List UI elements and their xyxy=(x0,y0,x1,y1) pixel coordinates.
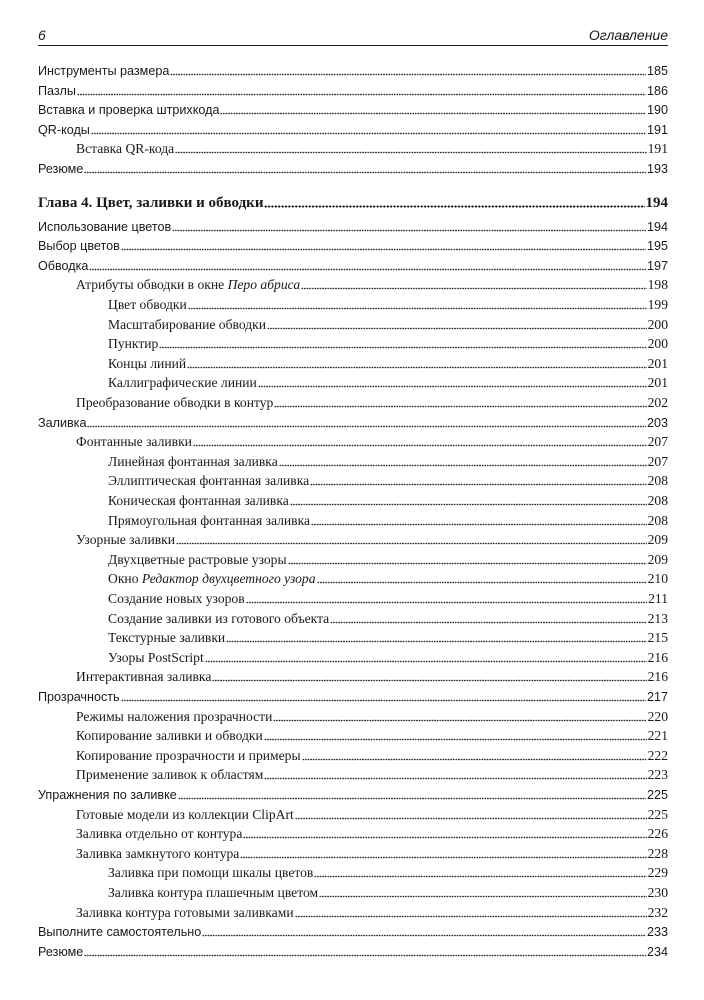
toc-entry-title xyxy=(108,590,245,608)
dot-leader xyxy=(317,580,647,585)
toc-page-number: 195 xyxy=(646,239,668,254)
toc-page-number: 191 xyxy=(647,141,668,157)
toc-page-number: 203 xyxy=(646,415,668,430)
toc-page-number: 213 xyxy=(647,610,668,626)
toc-entry-title xyxy=(108,884,318,902)
dot-leader xyxy=(314,874,646,879)
dot-leader xyxy=(84,953,646,958)
dot-leader xyxy=(170,72,646,77)
toc-entry-title xyxy=(76,727,263,745)
toc-entry xyxy=(38,923,668,943)
dot-leader xyxy=(274,404,646,409)
toc-page-number: 233 xyxy=(646,925,668,940)
toc-entry-title-text: Резюме xyxy=(38,162,84,176)
dot-leader xyxy=(84,170,646,175)
toc-entry-title xyxy=(108,864,313,882)
toc-entry-title-text: Готовые модели из коллекции ClipArt xyxy=(76,806,294,822)
toc-entry-title-text: QR-коды xyxy=(38,122,90,137)
dot-leader xyxy=(176,541,647,546)
toc-entry-title xyxy=(108,296,187,314)
toc-entry-title-text: Двухцветные растровые узоры xyxy=(108,551,287,567)
toc-entry-title xyxy=(108,472,309,490)
toc-entry-title-text: Инструменты размера xyxy=(38,64,170,78)
toc-page-number: 201 xyxy=(647,355,668,371)
toc-entry-title-text: Применение заливок к областям xyxy=(76,767,264,783)
toc-page-number: 208 xyxy=(647,473,668,489)
toc-entry-title xyxy=(108,629,225,647)
toc-page-number: 207 xyxy=(647,434,668,450)
toc-entry-title-text: Прозрачность xyxy=(38,690,120,704)
toc-entry xyxy=(108,590,668,610)
toc-entry xyxy=(76,825,668,845)
toc-entry-title-text: Выполните самостоятельно xyxy=(38,925,202,940)
toc-chapter-entry xyxy=(38,194,668,214)
toc-entry xyxy=(108,316,668,336)
dot-leader xyxy=(202,933,646,938)
toc-entry xyxy=(76,276,668,296)
dot-leader xyxy=(319,894,647,899)
toc-entry-title-text: Заливка контура готовыми заливками xyxy=(76,904,294,920)
dot-leader xyxy=(301,286,646,291)
toc-entry-title-text: Узоры PostScript xyxy=(108,649,204,665)
dot-leader xyxy=(279,463,647,468)
toc-entry-title xyxy=(38,943,83,961)
toc-entry-title-text: Упражнения по заливке xyxy=(38,788,177,802)
toc-entry xyxy=(76,806,668,826)
toc-page-number: 225 xyxy=(646,788,668,802)
toc-page-number: 215 xyxy=(647,630,668,646)
toc-entry-title xyxy=(38,786,177,804)
toc-entry-title-text: Прямоугольная фонтанная заливка xyxy=(108,512,311,528)
dot-leader xyxy=(159,345,646,350)
toc-entry xyxy=(38,943,668,963)
dot-leader xyxy=(267,326,647,331)
toc-entry-title xyxy=(38,237,120,255)
toc-entry-title-text: Заливка замкнутого контура xyxy=(76,845,240,861)
toc-entry-title xyxy=(108,453,278,471)
toc-page-number: 211 xyxy=(648,591,668,606)
toc-page-number: 216 xyxy=(647,649,668,665)
toc-entry xyxy=(108,335,668,355)
toc-entry-title xyxy=(38,194,263,212)
dot-leader xyxy=(288,561,647,566)
toc-entry-title-text: Интерактивная заливка xyxy=(76,669,212,685)
toc-entry-title xyxy=(38,218,171,236)
dot-leader xyxy=(330,620,646,625)
toc-entry xyxy=(38,121,668,141)
toc-entry-title-text: Преобразование обводки в контур xyxy=(76,395,274,410)
toc-page-number: 197 xyxy=(646,258,668,273)
running-header xyxy=(38,21,668,46)
dot-leader xyxy=(240,855,646,860)
toc-entry xyxy=(76,747,668,767)
toc-entry-title-text: Заливка xyxy=(38,415,87,430)
dot-leader xyxy=(264,737,647,742)
toc-entry xyxy=(38,218,668,238)
toc-entry-title xyxy=(76,904,294,922)
toc-entry-title xyxy=(38,414,86,432)
toc-entry-title-text: Создание новых узоров xyxy=(108,591,245,606)
toc-entry-title-text: Режимы наложения прозрачности xyxy=(76,708,273,724)
toc-page-number: 194 xyxy=(646,219,668,234)
dot-leader xyxy=(172,228,646,233)
page-number: 6 xyxy=(38,27,46,43)
toc-entry-title-text: Фонтанные заливки xyxy=(76,434,192,450)
toc-entry-title xyxy=(76,708,272,726)
toc-page-number: 232 xyxy=(647,904,668,920)
toc-entry-title-italic: Перо абриса xyxy=(227,277,301,293)
toc-entry-title-text: Линейная фонтанная заливка xyxy=(108,453,278,469)
toc-entry-title xyxy=(108,649,204,667)
toc-page-number: 202 xyxy=(647,395,668,410)
toc-entry-title-text: Выбор цветов xyxy=(38,239,120,254)
toc-entry-title xyxy=(76,531,175,549)
dot-leader xyxy=(89,267,646,272)
toc-page-number: 186 xyxy=(646,83,668,98)
dot-leader xyxy=(295,914,647,919)
toc-page-number: 222 xyxy=(647,747,668,763)
toc-entry-title-text: Масштабирование обводки xyxy=(108,316,267,332)
dot-leader xyxy=(178,796,646,801)
toc-entry-title xyxy=(76,845,239,863)
dot-leader xyxy=(121,698,646,703)
dot-leader xyxy=(295,816,647,821)
toc-entry xyxy=(76,904,668,924)
toc-entry xyxy=(108,864,668,884)
toc-entry-title xyxy=(108,374,257,392)
toc-entry-title xyxy=(76,806,294,824)
toc-page-number: 198 xyxy=(647,277,668,293)
toc-page-number: 217 xyxy=(646,690,668,704)
toc-entry-title xyxy=(108,355,186,373)
toc-page-number: 194 xyxy=(645,194,668,211)
toc-entry xyxy=(108,512,668,532)
toc-entry xyxy=(76,727,668,747)
toc-entry xyxy=(38,82,668,102)
toc-page-number: 225 xyxy=(647,806,668,822)
toc-entry-title-text: Текстурные заливки xyxy=(108,630,226,646)
toc-entry-title xyxy=(108,512,310,530)
toc-page-number: 230 xyxy=(647,885,668,900)
dot-leader xyxy=(246,600,647,605)
toc-page-number: 209 xyxy=(647,532,668,548)
dot-leader xyxy=(121,247,646,252)
toc-entry xyxy=(108,374,668,394)
toc-entry xyxy=(108,492,668,512)
toc-page-number: 200 xyxy=(647,336,668,352)
toc-entry-title xyxy=(38,257,88,275)
dot-leader xyxy=(311,522,647,527)
toc-entry xyxy=(76,668,668,688)
dot-leader xyxy=(193,443,647,448)
toc-entry-title xyxy=(76,825,242,843)
toc-entry-title xyxy=(108,492,289,510)
toc-entry-title xyxy=(38,121,90,139)
toc-entry xyxy=(108,453,668,473)
toc-entry-title-text: Пунктир xyxy=(108,336,159,352)
toc-entry-title-text: Использование цветов xyxy=(38,219,172,234)
toc-page-number: 234 xyxy=(646,944,668,959)
toc-entry xyxy=(76,766,668,786)
toc-entry xyxy=(38,786,668,806)
toc-entry-title-text: Концы линий xyxy=(108,355,187,371)
toc-entry xyxy=(108,629,668,649)
dot-leader xyxy=(212,678,646,683)
toc-entry-title xyxy=(108,316,266,334)
dot-leader xyxy=(302,757,647,762)
toc-entry-title-text: Атрибуты обводки в окне xyxy=(76,277,228,293)
toc-entry xyxy=(108,355,668,375)
toc-entry-title xyxy=(76,747,301,765)
toc-entry-title-text: Коническая фонтанная заливка xyxy=(108,493,289,508)
toc-entry xyxy=(76,140,668,160)
toc-page-number: 228 xyxy=(647,845,668,861)
toc-entry-title xyxy=(76,668,211,686)
toc-page-number: 200 xyxy=(647,316,668,332)
toc-entry xyxy=(76,708,668,728)
running-title: Оглавление xyxy=(588,27,668,43)
toc-entry xyxy=(108,649,668,669)
toc-page-number: 207 xyxy=(647,453,668,469)
toc-entry xyxy=(76,531,668,551)
dot-leader xyxy=(258,384,647,389)
dot-leader xyxy=(310,482,646,487)
toc-entry-title-text: Каллиграфические линии xyxy=(108,375,257,391)
toc-entry-title-text: Заливка контура плашечным цветом xyxy=(108,885,319,900)
toc-entry xyxy=(76,845,668,865)
toc-entry-title-text: Обводка xyxy=(38,258,89,273)
toc-entry xyxy=(38,257,668,277)
toc-entry xyxy=(108,884,668,904)
dot-leader xyxy=(77,92,646,97)
dot-leader xyxy=(273,718,646,723)
dot-leader xyxy=(205,659,647,664)
toc-entry xyxy=(38,160,668,180)
toc-entry-title xyxy=(38,82,76,100)
toc-entry-title-text: Копирование заливки и обводки xyxy=(76,728,263,744)
toc-entry-title xyxy=(108,335,158,353)
toc-entry-title-text: Пазлы xyxy=(38,83,76,98)
dot-leader xyxy=(226,639,646,644)
dot-leader xyxy=(220,111,646,116)
toc-entry xyxy=(38,101,668,121)
dot-leader xyxy=(264,776,646,781)
toc-entry-title-text: Глава 4. Цвет, заливки и обводки xyxy=(38,194,264,211)
toc-page-number: 190 xyxy=(646,103,668,118)
toc-page-number: 208 xyxy=(647,512,668,528)
toc-entry-title-italic: Редактор двухцветного узора xyxy=(141,571,316,587)
toc-entry xyxy=(38,688,668,708)
toc-page-number: 208 xyxy=(647,493,668,508)
toc-entry-title-text: Вставка и проверка штрихкода xyxy=(38,103,220,118)
toc-entry-title xyxy=(108,610,329,628)
toc-entry-title-text: Создание заливки из готового объекта xyxy=(108,610,330,626)
toc-entry-title-text: Узорные заливки xyxy=(76,532,176,548)
toc-entry xyxy=(38,414,668,434)
toc-entry-title-text: Заливка при помощи шкалы цветов xyxy=(108,865,314,881)
toc-page-number: 201 xyxy=(647,375,668,391)
toc-entry xyxy=(108,610,668,630)
dot-leader xyxy=(187,365,646,370)
toc-entry-title-text: Копирование прозрачности и примеры xyxy=(76,747,301,763)
dot-leader xyxy=(175,150,646,155)
toc-entry-title xyxy=(76,140,174,158)
toc-entry xyxy=(38,237,668,257)
toc-entry-title-text: Окно xyxy=(108,571,142,587)
toc-page-number: 226 xyxy=(647,826,668,842)
toc-entry-title xyxy=(76,394,273,412)
toc-page-number: 193 xyxy=(646,162,668,176)
toc-entry-title xyxy=(76,433,192,451)
toc-page-number: 209 xyxy=(647,551,668,567)
toc-page-number: 221 xyxy=(647,728,668,744)
toc-page-number: 216 xyxy=(647,669,668,685)
dot-leader xyxy=(188,306,647,311)
toc-entry xyxy=(38,62,668,82)
toc-entry-title-text: Заливка отдельно от контура xyxy=(76,826,243,842)
toc-entry xyxy=(108,570,668,590)
toc-entry-title xyxy=(108,570,316,588)
toc-page-number: 220 xyxy=(647,708,668,724)
toc-entry-title-text: Резюме xyxy=(38,944,84,959)
toc-entry-title xyxy=(38,160,83,178)
toc-entry xyxy=(76,394,668,414)
toc-page-number: 199 xyxy=(647,297,668,312)
toc-entry-title xyxy=(38,923,201,941)
dot-leader xyxy=(290,502,647,507)
toc-entry-title xyxy=(38,688,120,706)
toc-entry xyxy=(108,296,668,316)
toc-page-number: 185 xyxy=(646,64,668,78)
toc-entry xyxy=(76,433,668,453)
dot-leader xyxy=(91,131,646,136)
toc-entry-title-text: Эллиптическая фонтанная заливка xyxy=(108,473,310,489)
toc-entry-title-text: Цвет обводки xyxy=(108,297,187,312)
toc-entry-title xyxy=(38,62,169,80)
toc-entry-title xyxy=(108,551,287,569)
dot-leader xyxy=(87,424,646,429)
toc-entry-title xyxy=(38,101,219,119)
toc-entry-title xyxy=(76,276,300,294)
toc-entry-title-text: Вставка QR-кода xyxy=(76,141,175,157)
toc-page-number: 229 xyxy=(647,865,668,881)
dot-leader xyxy=(243,835,646,840)
toc-page-number: 223 xyxy=(647,767,668,783)
toc-page-number: 210 xyxy=(647,571,668,587)
toc-entry xyxy=(108,551,668,571)
toc-page-number: 191 xyxy=(646,122,668,137)
toc-entry-title xyxy=(76,766,263,784)
dot-leader xyxy=(264,204,644,209)
toc-entry xyxy=(108,472,668,492)
